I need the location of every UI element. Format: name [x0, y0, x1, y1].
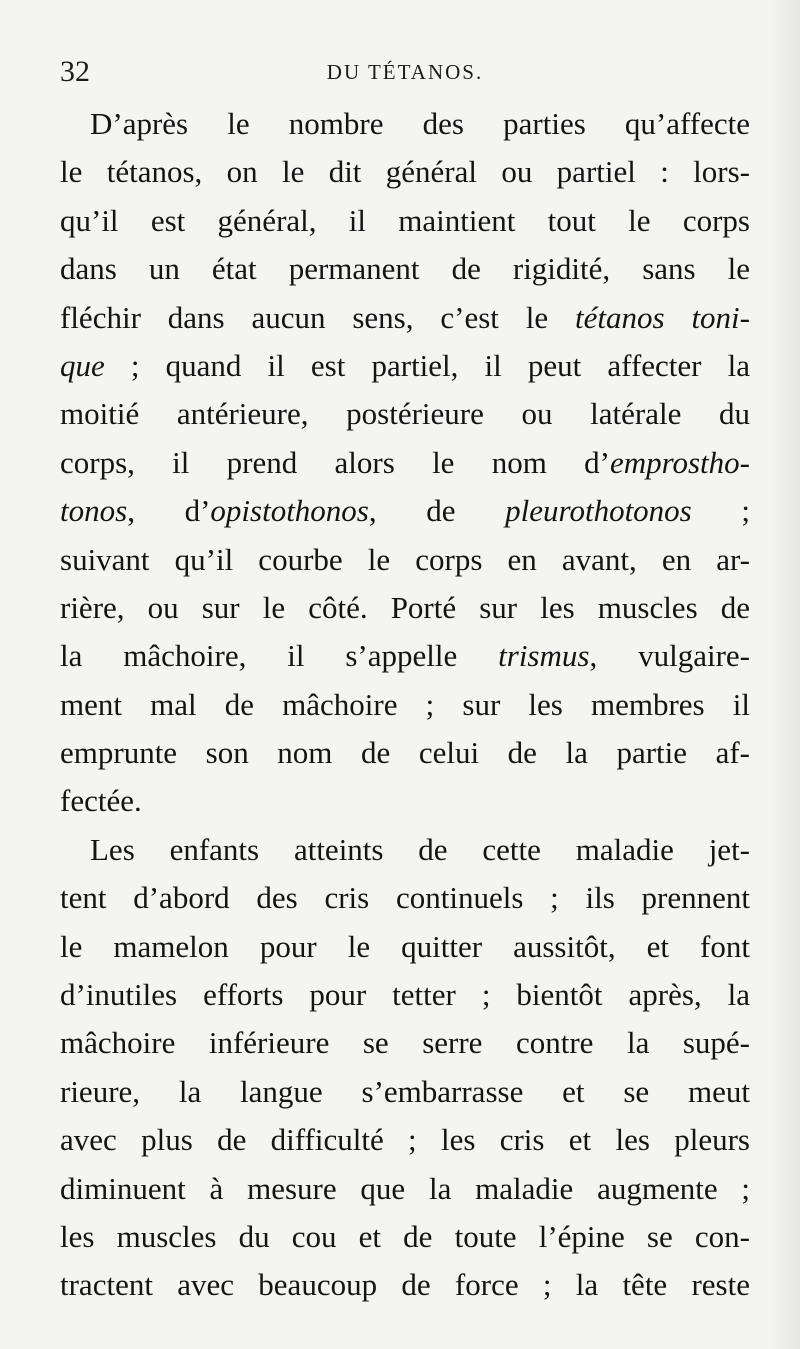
text-line: fléchir dans aucun sens, c’est le tétanos toni-	[60, 299, 750, 335]
text-line: les muscles du cou et de toute l’épine se con-	[60, 1218, 750, 1254]
text-line: diminuent à mesure que la maladie augmente ;	[60, 1170, 750, 1206]
italic-term: emprostho-	[609, 444, 750, 480]
text-line: tractent avec beaucoup de force ; la tête reste	[60, 1267, 750, 1303]
text-line: dans un état permanent de rigidité, sans le	[60, 251, 750, 287]
italic-term: que	[60, 347, 105, 383]
running-head	[60, 52, 750, 92]
page-edge-shadow	[770, 0, 800, 1349]
text-line: tonos, d’opistothonos, de pleurothotonos ;	[60, 493, 750, 529]
text-line: Les enfants atteints de cette maladie jet-	[90, 831, 750, 867]
text-line: D’après le nombre des parties qu’affecte	[90, 106, 750, 141]
text-line: fectée.	[60, 783, 142, 819]
italic-term: tétanos toni-	[575, 299, 750, 335]
text-line: corps, il prend alors le nom d’emprostho-	[60, 444, 750, 480]
italic-term: opistothonos	[210, 493, 369, 529]
text-line: rieure, la langue s’embarrasse et se meut	[60, 1073, 750, 1109]
text-line: le tétanos, on le dit général ou partiel : lors-	[60, 154, 750, 190]
text-line: emprunte son nom de celui de la partie af-	[60, 735, 750, 771]
italic-term: trismus	[498, 638, 590, 674]
text-line: qu’il est général, il maintient tout le corps	[60, 202, 750, 238]
running-title: DU TÉTANOS.	[326, 60, 484, 84]
page-number: 32	[60, 55, 90, 88]
text-line: mâchoire inférieure se serre contre la supé-	[60, 1025, 750, 1061]
text-line: d’inutiles efforts pour tetter ; bientôt après, la	[60, 977, 750, 1013]
text-line: suivant qu’il courbe le corps en avant, en ar-	[60, 541, 750, 577]
text-line: que ; quand il est partiel, il peut affecter la	[60, 347, 750, 383]
italic-term: pleurothotonos	[505, 493, 692, 529]
text-line: tent d’abord des cris continuels ; ils prennent	[60, 880, 750, 916]
text-line: moitié antérieure, postérieure ou latérale du	[60, 396, 750, 432]
text-line: rière, ou sur le côté. Porté sur les muscles de	[60, 589, 750, 625]
italic-term: tonos	[60, 493, 128, 529]
text-line: la mâchoire, il s’appelle trismus, vulgaire-	[60, 638, 750, 674]
text-line: avec plus de difficulté ; les cris et les pleurs	[60, 1122, 750, 1158]
body-text	[60, 100, 750, 1310]
text-line: le mamelon pour le quitter aussitôt, et font	[60, 928, 750, 964]
text-line: ment mal de mâchoire ; sur les membres il	[60, 686, 750, 722]
